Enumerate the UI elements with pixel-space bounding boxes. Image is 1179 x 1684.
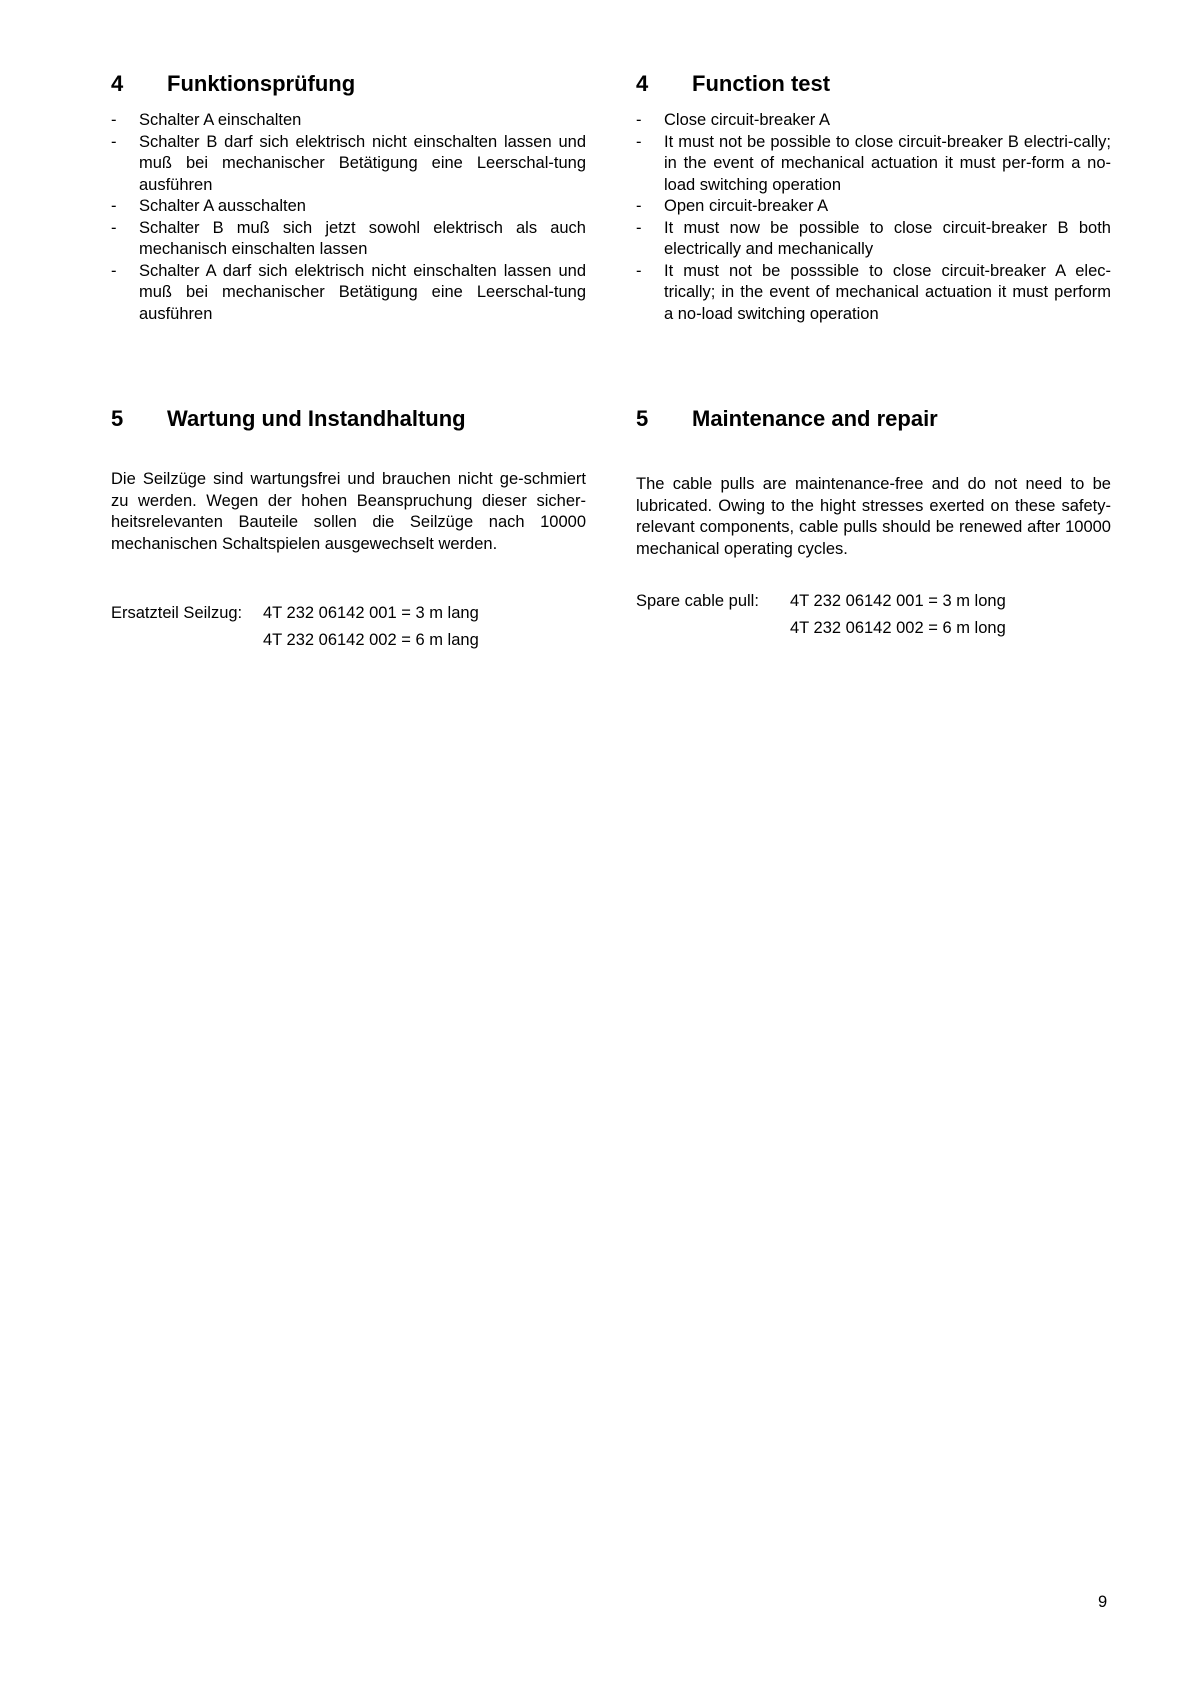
- list-item: [111, 261, 586, 326]
- section-title: Function test: [692, 71, 831, 96]
- list-item: [111, 110, 586, 132]
- spare-part-value: 4T 232 06142 002 = 6 m lang: [263, 631, 479, 649]
- bullet-dash: -: [111, 111, 117, 129]
- list-item: [111, 196, 586, 218]
- list-item-text: Close circuit-breaker A: [664, 111, 830, 129]
- list-item-text: It must now be possible to close circuit-breaker B both electrically and mechanically: [664, 218, 1111, 258]
- list-item-text: Schalter A darf sich elektrisch nicht einschalten lassen und muß bei mechanischer Betätigung eine Leerschal-tung ausführen: [139, 261, 586, 323]
- list-item: [636, 218, 1111, 261]
- maintenance-paragraph-de: Die Seilzüge sind wartungsfrei und brauchen nicht ge-schmiert zu werden. Wegen der hohen Beanspruchung dieser sicher-heitsrelevanten Bauteile sollen die Seilzüge nach 10000 mechanischen Schaltspielen ausgewechselt werden.: [111, 470, 586, 553]
- spare-part-values: [263, 600, 479, 654]
- bullet-dash: -: [636, 261, 642, 280]
- spare-part-label: Spare cable pull:: [636, 592, 759, 610]
- section-title: Wartung und Instandhaltung: [167, 406, 466, 431]
- spare-part-info-en: [636, 588, 1006, 642]
- spare-part-label: Ersatzteil Seilzug:: [111, 604, 243, 622]
- bullet-dash: -: [636, 197, 642, 215]
- list-item-text: It must not be posssible to close circuit-breaker A elec-trically; in the event of mechanical actuation it must perform a no-load switching operation: [664, 261, 1111, 323]
- bullet-dash: -: [111, 132, 117, 151]
- section-number: 5: [111, 406, 124, 431]
- maintenance-paragraph-en: The cable pulls are maintenance-free and do not need to be lubricated. Owing to the hight stresses exerted on these safety-relevant components, cable pulls should be renewed after 10000 mechanical operating cycles.: [636, 475, 1111, 558]
- bullet-dash: -: [111, 197, 117, 215]
- section-title: Funktionsprüfung: [167, 71, 356, 96]
- bullet-dash: -: [111, 261, 117, 280]
- list-item-text: Open circuit-breaker A: [664, 197, 829, 215]
- function-test-list-de: [111, 110, 586, 325]
- section-number: 4: [111, 71, 124, 96]
- list-item: [636, 132, 1111, 197]
- bullet-dash: -: [111, 218, 117, 237]
- page-number: 9: [1098, 1593, 1108, 1611]
- section-5-heading-de: [111, 406, 466, 432]
- section-4-heading-en: [636, 71, 830, 97]
- list-item: [636, 196, 1111, 218]
- spare-part-value: 4T 232 06142 001 = 3 m long: [790, 592, 1006, 610]
- section-4-heading-de: [111, 71, 355, 97]
- list-item: [111, 218, 586, 261]
- section-title: Maintenance and repair: [692, 406, 938, 431]
- list-item-text: It must not be possible to close circuit-breaker B electri-cally; in the event of mechanical actuation it must per-form a no-load switching operation: [664, 132, 1111, 194]
- list-item: [111, 132, 586, 197]
- list-item: [636, 110, 1111, 132]
- bullet-dash: -: [636, 111, 642, 129]
- bullet-dash: -: [636, 218, 642, 237]
- spare-part-info-de: [111, 600, 479, 654]
- spare-part-value: 4T 232 06142 001 = 3 m lang: [263, 604, 479, 622]
- list-item-text: Schalter B muß sich jetzt sowohl elektrisch als auch mechanisch einschalten lassen: [139, 218, 586, 258]
- function-test-list-en: [636, 110, 1111, 325]
- section-number: 5: [636, 406, 649, 431]
- bullet-dash: -: [636, 132, 642, 151]
- list-item-text: Schalter A ausschalten: [139, 197, 306, 215]
- spare-part-value: 4T 232 06142 002 = 6 m long: [790, 619, 1006, 637]
- list-item: [636, 261, 1111, 326]
- list-item-text: Schalter B darf sich elektrisch nicht einschalten lassen und muß bei mechanischer Betätigung eine Leerschal-tung ausführen: [139, 132, 586, 194]
- spare-part-values: [790, 588, 1006, 642]
- section-5-heading-en: [636, 406, 938, 432]
- section-number: 4: [636, 71, 649, 96]
- list-item-text: Schalter A einschalten: [139, 111, 302, 129]
